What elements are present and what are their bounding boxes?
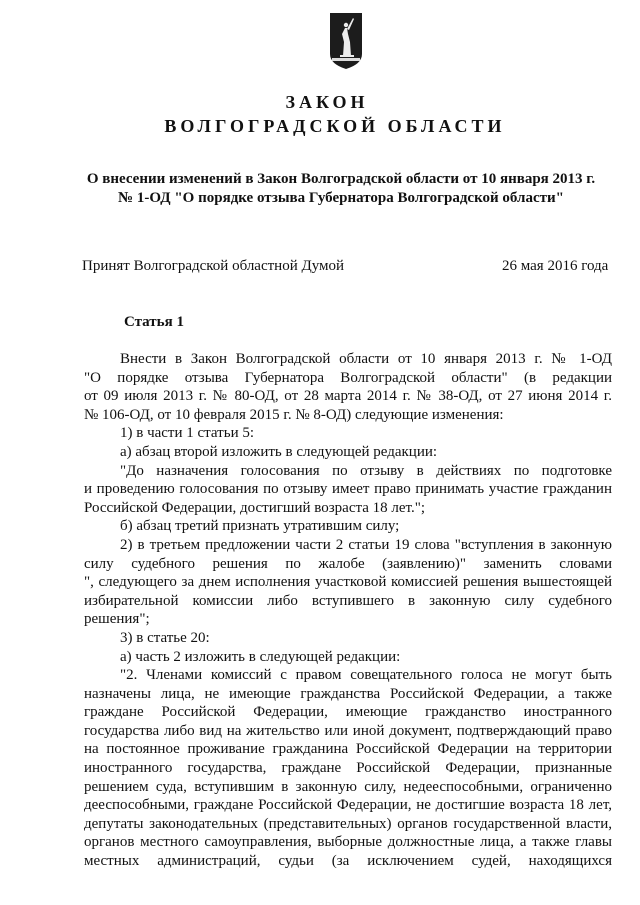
text-line: на постоянное проживание гражданина Российской Федерации на территории: [84, 741, 612, 758]
text-line: силу судебного решения по жалобе (заявлению)" заменить словами: [84, 555, 612, 572]
text-line: назначены лица, не имеющие гражданства Российской Федерации, а также: [84, 685, 612, 702]
adopted-by: Принят Волгоградской областной Думой: [82, 258, 345, 274]
text-line: "2. Членами комиссий с правом совещательного голоса не могут быть: [120, 667, 612, 684]
text-line: местных администраций, судьи (за исключением судей, находящихся: [84, 853, 612, 870]
text-line: и проведению голосования по отзыву имеет право принимать участие гражданин: [84, 481, 612, 498]
text-line: а) часть 2 изложить в следующей редакции:: [120, 648, 401, 665]
text-line: избирательной комиссии либо вступившего в законную силу судебного: [84, 592, 612, 609]
volgograd-coat-of-arms-icon: [329, 12, 363, 70]
text-line: от 09 июля 2013 г. № 80-ОД, от 28 марта 2014 г. № 38-ОД, от 27 июня 2014 г.: [84, 388, 612, 405]
text-line: Российской Федерации, достигший возраста 18 лет.";: [84, 499, 425, 516]
region-title: ВОЛГОГРАДСКОЙ ОБЛАСТИ: [164, 116, 506, 136]
text-line: органов местного самоуправления, выборные должностные лица, а также главы: [84, 834, 612, 851]
adoption-date: 26 мая 2016 года: [502, 258, 609, 274]
text-line: Внести в Закон Волгоградской области от 10 января 2013 г. № 1-ОД: [120, 351, 612, 367]
text-line: 2) в третьем предложении части 2 статьи 19 слова "вступления в законную: [120, 536, 612, 553]
text-line: государства либо вид на жительство или иной документ, подтверждающий право: [84, 722, 612, 739]
text-line: б) абзац третий признать утратившим силу;: [120, 518, 400, 535]
article-body: [84, 350, 612, 871]
heading-line: № 1-ОД "О порядке отзыва Губернатора Волгоградской области": [118, 190, 564, 206]
text-line: граждане Российской Федерации, имеющие гражданство иностранного: [84, 704, 612, 721]
text-line: решением суда, вступившим в законную силу, недееспособными, ограниченно: [84, 778, 612, 795]
law-title: ЗАКОН: [285, 92, 369, 112]
text-line: иностранного государства, граждане Российской Федерации, признанные: [84, 760, 612, 777]
document-heading: [78, 170, 604, 208]
text-line: "До назначения голосования по отзыву в действиях по подготовке: [120, 462, 612, 479]
heading-line: О внесении изменений в Закон Волгоградской области от 10 января 2013 г.: [86, 171, 596, 187]
text-line: ", следующего за днем исполнения участковой комиссией решения вышестоящей: [84, 574, 612, 591]
text-line: 3) в статье 20:: [120, 629, 210, 646]
text-line: дееспособными, граждане Российской Федерации, не достигшие возраста 18 лет,: [84, 797, 612, 814]
article-title: Статья 1: [124, 314, 184, 330]
text-line: решения";: [84, 611, 150, 628]
text-line: депутаты законодательных (представительных) органов государственной власти,: [84, 815, 612, 832]
text-line: "О порядке отзыва Губернатора Волгоградской области" (в редакции: [84, 369, 612, 386]
text-line: № 106-ОД, от 10 февраля 2015 г. № 8-ОД) следующие изменения:: [84, 406, 504, 423]
text-line: 1) в части 1 статьи 5:: [120, 425, 255, 442]
text-line: а) абзац второй изложить в следующей редакции:: [120, 443, 438, 460]
